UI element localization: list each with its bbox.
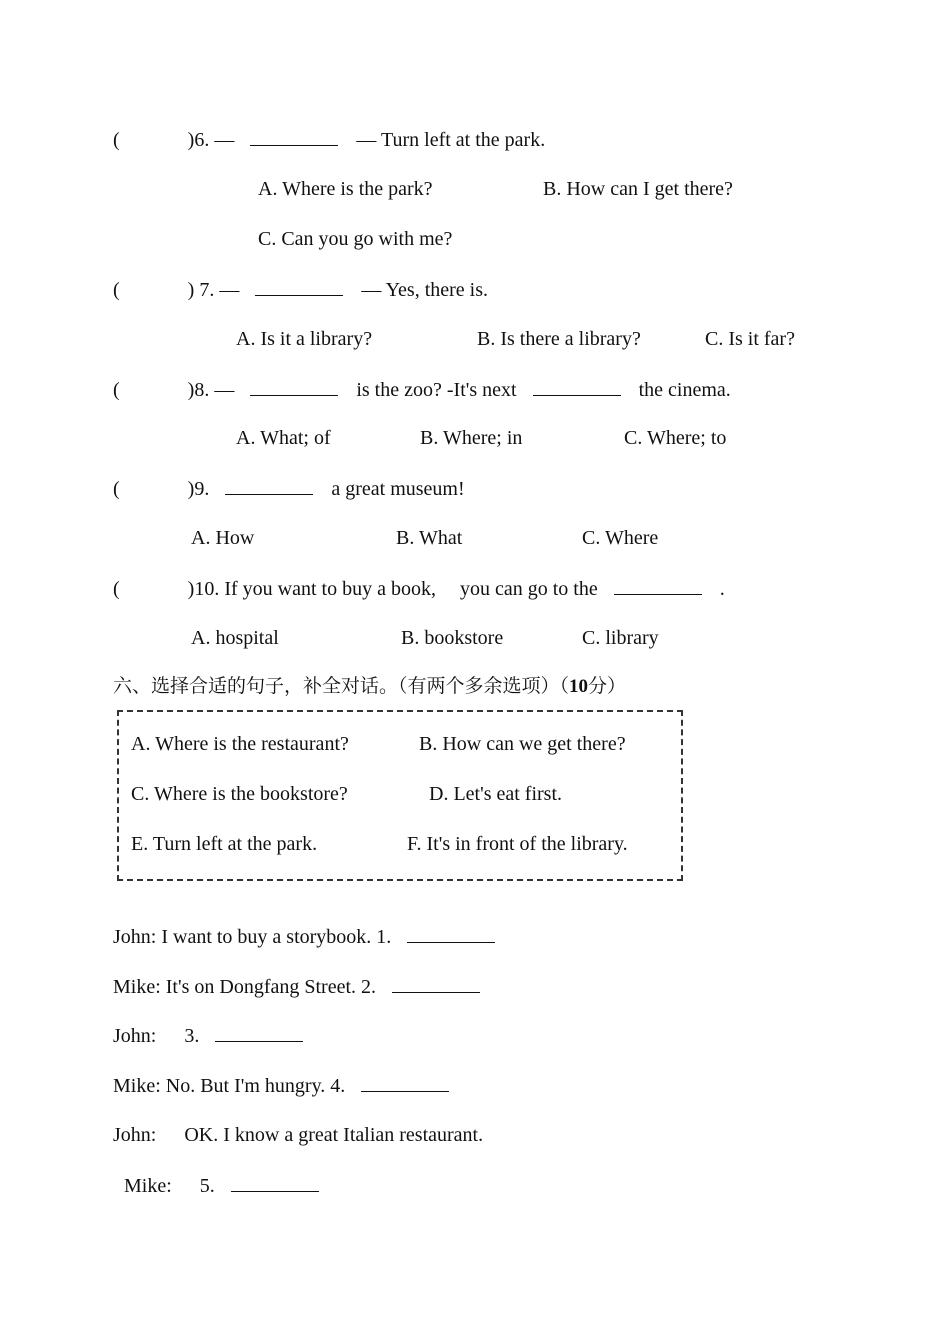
option-e: E. Turn left at the park. — [131, 833, 318, 855]
option-c: C. Where is the bookstore? — [131, 783, 348, 805]
dialogue-text: Mike: No. But I'm hungry. 4. — [113, 1075, 346, 1097]
section-title — [113, 674, 626, 699]
question-number: ) 7. — — [187, 279, 240, 301]
section-title-text: 六、选择合适的句子，补全对话。（有两个多余选项）（ — [113, 675, 570, 697]
question-7 — [113, 277, 488, 302]
question-text: is the zoo? -It's next — [356, 379, 517, 401]
option-a: A. What; of — [236, 427, 331, 449]
dialogue-text: Mike: It's on Dongfang Street. 2. — [113, 976, 377, 998]
option-b: B. What — [396, 527, 463, 549]
question-number: )9. — [187, 478, 210, 500]
option-d: D. Let's eat first. — [429, 783, 563, 805]
answer-blank[interactable] — [255, 277, 343, 296]
answer-paren: ( — [113, 379, 120, 401]
option-b: B. Where; in — [420, 427, 523, 449]
answer-paren: ( — [113, 478, 120, 500]
answer-paren: ( — [113, 279, 120, 301]
answer-paren: ( — [113, 578, 120, 600]
dialogue-line-2 — [113, 974, 480, 999]
question-8 — [113, 377, 731, 402]
option-a: A. How — [191, 527, 255, 549]
answer-paren: ( — [113, 129, 120, 151]
option-c: C. Where; to — [624, 427, 727, 449]
dialogue-line-1 — [113, 924, 495, 949]
dialogue-text: John: I want to buy a storybook. 1. — [113, 926, 392, 948]
answer-blank-5[interactable] — [231, 1173, 319, 1192]
answer-blank-1[interactable] — [250, 377, 338, 396]
question-text: — Yes, there is. — [361, 279, 489, 301]
answer-blank[interactable] — [614, 576, 702, 595]
option-a: A. hospital — [191, 627, 279, 649]
question-6 — [113, 127, 545, 152]
question-text-end: . — [719, 578, 725, 600]
dialogue-line-5 — [113, 1123, 483, 1147]
option-b: B. Is there a library? — [477, 328, 641, 350]
option-a: A. Is it a library? — [236, 328, 373, 350]
question-number: )6. — — [187, 129, 235, 151]
dialogue-line-6 — [124, 1173, 319, 1198]
answer-blank-4[interactable] — [361, 1073, 449, 1092]
question-text: you can go to the — [459, 578, 598, 600]
answer-blank-2[interactable] — [533, 377, 621, 396]
speaker: John: — [113, 1124, 157, 1146]
dialogue-line-3 — [113, 1023, 303, 1048]
blank-number: 5. — [199, 1175, 215, 1197]
question-number: )8. — — [187, 379, 235, 401]
answer-blank[interactable] — [250, 127, 338, 146]
answer-blank[interactable] — [225, 476, 313, 495]
answer-blank-2[interactable] — [392, 974, 480, 993]
question-10 — [113, 576, 725, 601]
option-a: A. Where is the park? — [258, 178, 433, 200]
question-number: )10. If you want to buy a book, — [187, 578, 436, 600]
option-c: C. library — [582, 627, 659, 649]
option-c: C. Can you go with me? — [258, 228, 453, 250]
option-a: A. Where is the restaurant? — [131, 733, 349, 755]
dialogue-text: OK. I know a great Italian restaurant. — [184, 1124, 484, 1146]
question-text-end: the cinema. — [638, 379, 731, 401]
answer-blank-1[interactable] — [407, 924, 495, 943]
question-text: — Turn left at the park. — [356, 129, 546, 151]
option-b: B. bookstore — [401, 627, 504, 649]
answer-blank-3[interactable] — [215, 1023, 303, 1042]
option-f: F. It's in front of the library. — [407, 833, 628, 855]
option-c: C. Where — [582, 527, 659, 549]
question-text: a great museum! — [331, 478, 465, 500]
option-c: C. Is it far? — [705, 328, 795, 350]
speaker: Mike: — [124, 1175, 172, 1197]
blank-number: 3. — [184, 1025, 200, 1047]
option-b: B. How can I get there? — [543, 178, 733, 200]
question-9 — [113, 476, 465, 501]
section-title-end: 分） — [588, 675, 627, 697]
section-score: 10 — [569, 676, 589, 697]
speaker: John: — [113, 1025, 157, 1047]
option-b: B. How can we get there? — [419, 733, 626, 755]
dialogue-line-4 — [113, 1073, 449, 1098]
